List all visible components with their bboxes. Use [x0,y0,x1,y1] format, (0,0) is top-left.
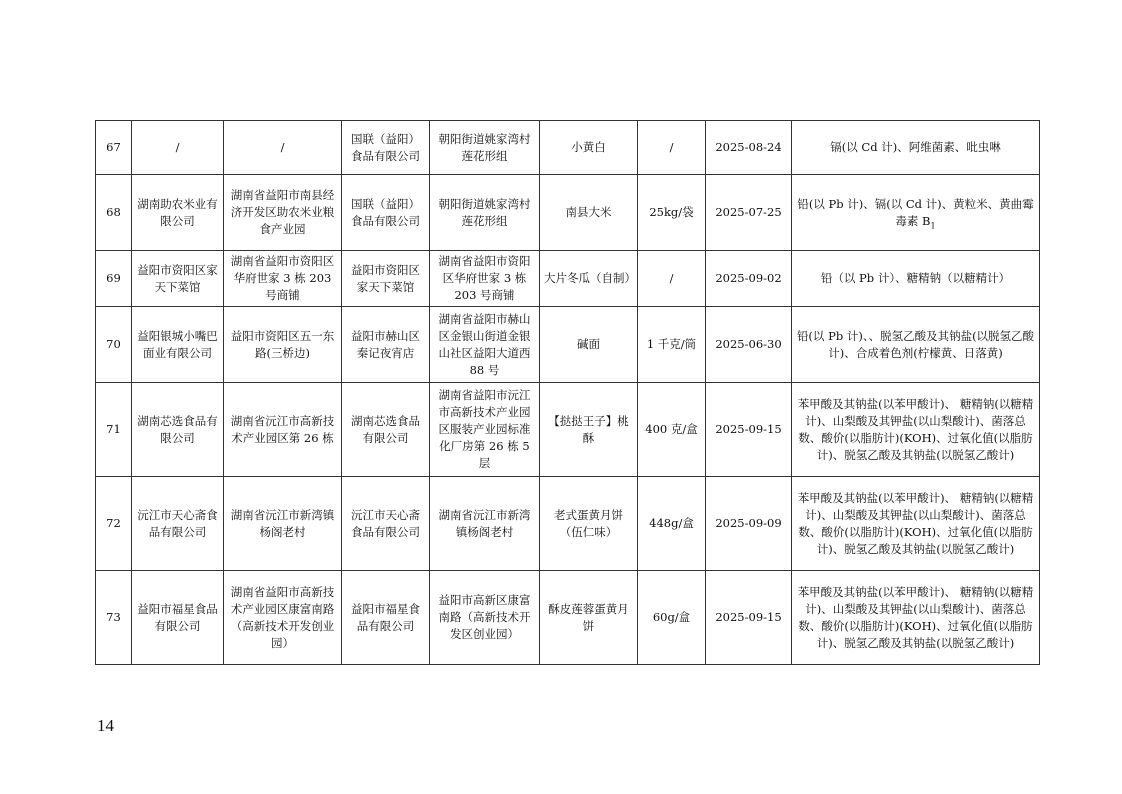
product-spec: / [638,251,706,307]
product-spec: 400 克/盒 [638,383,706,477]
seller-name: 益阳市资阳区家天下菜馆 [342,251,430,307]
row-number: 71 [96,383,132,477]
table-row [96,175,1040,251]
seller-name: 沅江市天心斋食品有限公司 [342,477,430,571]
seller-address: 湖南省益阳市沅江市高新技术产业园区服装产业园标准化厂房第 26 栋 5 层 [430,383,540,477]
producer-address: 湖南省沅江市新湾镇杨阁老村 [224,477,342,571]
producer-address: 益阳市资阳区五一东路(三桥边) [224,307,342,383]
test-items: 铅(以 Pb 计)、、脱氢乙酸及其钠盐(以脱氢乙酸计)、合成着色剂(柠檬黄、日落黄) [792,307,1040,383]
seller-name: 益阳市赫山区秦记夜宵店 [342,307,430,383]
seller-name: 国联（益阳）食品有限公司 [342,121,430,175]
seller-address: 湖南省益阳市资阳区华府世家 3 栋 203 号商铺 [430,251,540,307]
test-items: 铅（以 Pb 计）、糖精钠（以糖精计） [792,251,1040,307]
producer-address: / [224,121,342,175]
inspection-table [95,120,1040,665]
seller-name: 国联（益阳）食品有限公司 [342,175,430,251]
producer-address: 湖南省益阳市资阳区华府世家 3 栋 203 号商铺 [224,251,342,307]
seller-name: 湖南芯选食品有限公司 [342,383,430,477]
product-spec: 1 千克/筒 [638,307,706,383]
production-date: 2025-09-15 [706,571,792,665]
product-name: 小黄白 [540,121,638,175]
test-items: 苯甲酸及其钠盐(以苯甲酸计)、 糖精钠(以糖精计)、山梨酸及其钾盐(以山梨酸计)、菌落总数、酸价(以脂肪计)(KOH)、过氧化值(以脂肪计)、脱氢乙酸及其钠盐(以脱氢乙酸计) [792,477,1040,571]
producer-name: 沅江市天心斋食品有限公司 [132,477,224,571]
producer-address: 湖南省益阳市南县经济开发区助农米业粮食产业园 [224,175,342,251]
table-row [96,307,1040,383]
product-spec: 448g/盒 [638,477,706,571]
seller-address: 湖南省益阳市赫山区金银山街道金银山社区益阳大道西 88 号 [430,307,540,383]
product-name: 老式蛋黄月饼（伍仁味） [540,477,638,571]
test-items: 苯甲酸及其钠盐(以苯甲酸计)、 糖精钠(以糖精计)、山梨酸及其钾盐(以山梨酸计)、菌落总数、酸价(以脂肪计)(KOH)、过氧化值(以脂肪计)、脱氢乙酸及其钠盐(以脱氢乙酸计) [792,571,1040,665]
row-number: 70 [96,307,132,383]
row-number: 67 [96,121,132,175]
row-number: 68 [96,175,132,251]
test-items-cell [792,175,1040,251]
seller-address: 朝阳街道姚家湾村莲花形组 [430,175,540,251]
test-items: 镉(以 Cd 计)、阿维菌素、吡虫啉 [792,121,1040,175]
table-row [96,477,1040,571]
production-date: 2025-06-30 [706,307,792,383]
test-items: 苯甲酸及其钠盐(以苯甲酸计)、 糖精钠(以糖精计)、山梨酸及其钾盐(以山梨酸计)、菌落总数、酸价(以脂肪计)(KOH)、过氧化值(以脂肪计)、脱氢乙酸及其钠盐(以脱氢乙酸计) [792,383,1040,477]
producer-name: / [132,121,224,175]
product-name: 酥皮莲蓉蛋黄月饼 [540,571,638,665]
product-name: 大片冬瓜（自制） [540,251,638,307]
production-date: 2025-09-09 [706,477,792,571]
seller-address: 益阳市高新区康富南路（高新技术开发区创业园） [430,571,540,665]
test-items: 铅(以 Pb 计)、镉(以 Cd 计)、黄粒米、黄曲霉毒素 B [797,196,1034,228]
row-number: 73 [96,571,132,665]
producer-name: 湖南助农米业有限公司 [132,175,224,251]
row-number: 69 [96,251,132,307]
production-date: 2025-09-02 [706,251,792,307]
seller-address: 湖南省沅江市新湾镇杨阁老村 [430,477,540,571]
product-spec: / [638,121,706,175]
producer-name: 益阳银城小嘴巴面业有限公司 [132,307,224,383]
product-spec: 25kg/袋 [638,175,706,251]
row-number: 72 [96,477,132,571]
product-name: 南县大米 [540,175,638,251]
producer-name: 益阳市福星食品有限公司 [132,571,224,665]
product-name: 碱面 [540,307,638,383]
table-row [96,251,1040,307]
production-date: 2025-09-15 [706,383,792,477]
product-spec: 60g/盒 [638,571,706,665]
table-row [96,383,1040,477]
table-row [96,121,1040,175]
producer-address: 湖南省益阳市高新技术产业园区康富南路（高新技术开发创业园） [224,571,342,665]
page-number: 14 [97,716,114,735]
producer-name: 益阳市资阳区家天下菜馆 [132,251,224,307]
subscript: 1 [930,220,936,230]
production-date: 2025-07-25 [706,175,792,251]
producer-name: 湖南芯选食品有限公司 [132,383,224,477]
table-row [96,571,1040,665]
seller-name: 益阳市福星食品有限公司 [342,571,430,665]
inspection-table-wrapper [95,120,1040,665]
product-name: 【挞挞王子】桃酥 [540,383,638,477]
producer-address: 湖南省沅江市高新技术产业园区第 26 栋 [224,383,342,477]
seller-address: 朝阳街道姚家湾村莲花形组 [430,121,540,175]
production-date: 2025-08-24 [706,121,792,175]
